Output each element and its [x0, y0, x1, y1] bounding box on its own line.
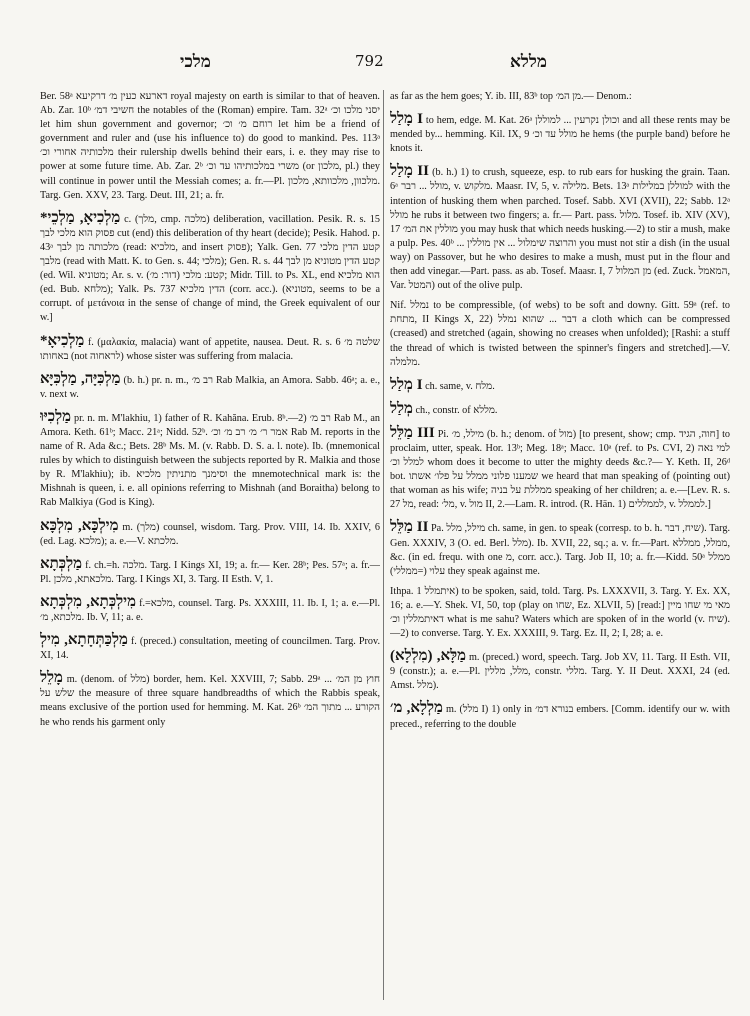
column-divider [383, 90, 384, 1000]
left-guide-word: מלכי [180, 52, 211, 72]
entry-definition: Pa. מילל, מלל ch. same, in gen. to speak (corresp. to b. h. שיח, דבר). Targ. Gen. XXXIV, 3 (O. ed. Berl. מלל). Ib. XVII, 22, sq.; a. v. fr.—Part. ממלל, ממללא, &c. (in ed. frequ. with one מ, corr. acc.). Targ. Job II, 10; a. fr.—Kidd. 50ᵃ ממלל עלוי (=ממללי) they speak against me. [390, 523, 730, 577]
entry-headword: מַלְכַּתְּחָתָא, מִילְ [40, 632, 128, 649]
entry-headword: מְלַל [390, 400, 413, 417]
dictionary-entry [390, 299, 730, 369]
dictionary-entry [40, 631, 380, 663]
entry-headword: מָלַל I [390, 111, 423, 128]
entry-definition: m. (preced.) word, speech. Targ. Job XV, 11. Targ. II Esth. VII, 9 (constr.); a. e.—Pl. מלל, מללין, constr. מללי. Targ. Y. II Deut. XXXI, 24 (ed. Amst. מלל). [390, 652, 730, 692]
entry-headword: מְלַל I [390, 376, 423, 393]
entry-headword: מַלֵּל III [390, 424, 435, 441]
dictionary-entry [390, 376, 730, 394]
right-column [390, 90, 730, 1006]
entry-definition: (b. h.) pr. n. m., רב מ׳ Rab Malkia, an Amora. Sabb. 46ᵃ; a. e., v. next w. [40, 374, 380, 400]
entry-headword: מַלְכִיּוּ [40, 408, 72, 425]
page-number: 792 [355, 52, 384, 70]
entry-definition: c. (מלך, cmp. מלכה) deliberation, vacillation. Pesik. R. s. 15 פסוק הוא מלכי לבך cut (end) this deliberation of thy heart (decide); Pesik. Hahod. p. 43ᵃ מלכותה מן לבך (read: מלכיא, and insert פסוק); Yalk. Gen. 77 קטע הדין מלכי מלבך (read with Matt. K. to Gen. s. 44; מלכי); Gen. R. s. 44 קטע הדין מטוניא מן לבך (ed. Wil. מטוניא; Ar. s. v. קטע: מלכי (דור: מ׳); Midr. Till. to Ps. XL, end הוא מלכיא (ed. Bub. מלחא); Yalk. Ps. 737 הדין מלכיא (corr. acc.). (מטוניא, seems to be a corrupt. of μετάνοια in the sense of change of mind, the Greek equivalent of our w.] [40, 213, 380, 324]
entry-headword: מַלְכְּתָא [40, 555, 83, 572]
entry-definition: m. (מלך) counsel, wisdom. Targ. Prov. VIII, 14. Ib. XXIV, 6 (ed. Lag. מלכא); a. e.—V. מלכתא. [40, 521, 380, 547]
dictionary-entry [40, 517, 380, 549]
entry-definition: to hem, edge. M. Kat. 26ᵃ וכולן נקרעין ... למוללן and all these rents may be mended by... hemming. Kil. IX, 9 מולל עד וכ׳ he hems (the purple band) before he knots it. [390, 115, 730, 155]
entry-definition: f.=מלכא, counsel. Targ. Ps. XXXIII, 11. Ib. I, 1; a. e.—Pl. מלכתא, מ׳. Ib. V, 11; a. e. [40, 597, 380, 623]
entry-definition: as far as the hem goes; Y. ib. III, 83ᵇ top מן המ׳.— Denom.: [390, 91, 632, 102]
dictionary-entry [40, 332, 380, 364]
dictionary-entry [40, 555, 380, 587]
entry-headword: *מַלְכִיאָ, מַלְכֵי [40, 209, 121, 226]
entry-definition: m. (denom. of מלל) border, hem. Kel. XXVIII, 7; Sabb. 29ᵃ חוץ מן המ׳ ... שלש על the measure of three square handbreadths of which the Rabbis speak, means exclusive of the portion used for hemming. M. Kat. 26ᵇ הקורע ... מתוך המ׳ he who rends his garment only [40, 674, 380, 728]
entry-headword: מָלַל II [390, 163, 429, 180]
dictionary-entry [40, 593, 380, 625]
dictionary-entry [390, 424, 730, 513]
right-guide-word: מללא [510, 52, 547, 72]
entry-definition: f. (μαλακία, malacia) want of appetite, nausea. Deut. R. s. 6 שלטה מ׳ באחותו (not לראחוה) whose sister was suffering from malacia. [40, 336, 380, 362]
entry-headword: מַלֵּל II [390, 519, 429, 536]
entry-headword: מָלֵל [40, 670, 63, 687]
entry-headword: מַלְכִּיָּה, מַלְכִּיָּא [40, 370, 121, 387]
entry-headword: מִילְכָּא, מִלְכָּא [40, 517, 119, 534]
entry-definition: f. ch.=h. מלכה. Targ. I Kings XI, 19; a. fr.— Ker. 28ᵇ; Pes. 57ᵃ; a. fr.—Pl. מלכאתא, מלכן. Targ. I Kings XI, 3. Targ. II Esth. V, 1. [40, 559, 380, 585]
dictionary-entry [40, 669, 380, 729]
entry-headword: מִילְכְּתָא, מִלְכְּתָא [40, 593, 137, 610]
entry-definition: (b. h.) 1) to crush, squeeze, esp. to rub ears for husking the grain. Taan. 6ᵃ מולל ... רבר, v. מלקוש. Maasr. IV, 5, v. מלילה. Bets. 13ᵃ למוללן במלילות with the intention of husking them when parched. Tosef. Sabb. XVI (XVII), 22; Sabb. 12ᵃ מולל he rubs it between two fingers; a. fr.— Part. pass. מלול. Tosef. ib. XIV (XV), 17 מוללין את המ׳ you may husk that which needs husking.—2) to stir a mush, make a pulp. Pes. 40ᵇ ... והרוצה שימלול ... אין מוללין you must not stir a dish (in the usual way) on Passover, but he who desires to make a mush, must put in the flour and then add vinegar.—Part. pass. as ab. Tosef. Maasr. I, 7 מן המלול (ed. Zuck. המאמל, Var. המטל) out of the olive pulp. [390, 167, 730, 292]
dictionary-entry [390, 585, 730, 641]
entry-definition: f. (preced.) consultation, meeting of councilmen. Targ. Prov. XI, 14. [40, 636, 380, 662]
dictionary-entry [390, 400, 730, 418]
entry-definition: ch. same, v. מלח. [425, 380, 495, 392]
dictionary-entry [390, 90, 730, 104]
entry-definition: Ber. 58ᵃ דארעא כעין מ׳ דרקיעא royal majesty on earth is similar to that of heaven. Ab. Zar. 10ᵇ חשיבי דמ׳ the notables of the (Roman) empire. Tam. 32ᵃ יסני מלכו וכ׳ let him shun government and governor; רוחם מ׳ וכ׳ let him be a friend of government and ruler and (use his influence to) do good to mankind. Pes. 113ᵃ מלכותיה אחורי וכ׳ their rulership dwells behind their ears, i. e. they may rise to power at some future time. Ab. Zar. 2ᵇ משרי במלכותיהו עד וכ׳ (or מלכון, pl.) they will continue in power until the Messiah comes; a. fr.—Pl. מלכוון, מלכוותא, מלכון. Targ. Gen. XXV, 23. Targ. Deut. III, 21; a. fr. [40, 91, 380, 201]
entry-definition: Nif. נמלל to be compressible, (of webs) to be soft and downy. Gitt. 59ᵃ (ref. to מתחת, II Kings X, 22) דבר ... שהוא נמלל a cloth which can be compressed (creased) and stretched (again, showing no creases when unfolded); [Rashi: a stuff the thread of which is twisted between the spinner's fingers and stretched].—V. מלמלה. [390, 300, 730, 368]
entry-headword: מַלְלָא, מ׳ [390, 700, 443, 717]
entry-definition: Pi. מילל, מ׳ (b. h.; denom. of מול) [to present, show; cmp. חוה, הגיד] to proclaim, utter, speak. Hor. 13ᵇ; Meg. 18ᵃ; Macc. 10ᵃ (ref. to Ps. CVI, 2) למי נאה למלל וכ׳ whom does it become to utter the mighty deeds &c.?— Y. Keth. II, 26ᵈ bot. שמענו פלוני ממלל על פלו׳ אשתו we heard that man speaking of (pointing out) that woman as his wife; ממללת על בניה speaking of her children; a. e.—[Lev. R. s. 27 מל, read: מל׳, v. מול II, 2.—Lam. R. introd. (R. Hän. 1) לממללים, v. לממלל.] [390, 428, 730, 511]
dictionary-entry [390, 518, 730, 578]
running-header [0, 52, 750, 76]
entry-definition: Ithpa. איתמלל 1) to be spoken, said, told. Targ. Ps. LXXXVII, 3. Targ. Y. Ex. XX, 16; a. e.—Y. Shek. VI, 50, top (play on שחו, Ez. XLVII, 5) [read:] מאי מי שחו מיין דאיתמללין וכ׳ what is me sahu? Waters which are spoken of in the world (v. שיח).—2) to converse. Targ. Y. Ex. XXXIII, 9. Targ. Ez. II, 2; I, 28; a. e. [390, 585, 730, 640]
dictionary-entry [390, 699, 730, 731]
dictionary-entry [40, 370, 380, 402]
dictionary-entry [40, 408, 380, 511]
dictionary-entry [390, 162, 730, 293]
dictionary-entry [390, 110, 730, 156]
entry-headword: מַלָּא, (מִלְלָא) [390, 648, 466, 665]
entry-definition: pr. n. m. M'lakhiu, 1) father of R. Kahăna. Erub. 8ᵇ.—2) רב מ׳ Rab M., an Amora. Keth. 61ᵇ; Macc. 21ᵃ; Nidd. 52ᵇ. אמר ר׳ מ׳ רב מ׳ וכ׳ Rab M. reports in the name of R. Ada &c.; Bets. 28ᵇ Ms. M. (v. Rabb. D. S. a. l. note). Ib. (mnemonical rules by which to distinguish between the subjects reported by R. Malkia and those by R. M'lakhiu); ib. וסימנך מתניתין מלכיא the mnemotechnical mark is: the Mishnah is queen, i. e. all opinions referring to Mishnah (and Boraitha) belong to Rab Malkiya (God is King). [40, 412, 380, 509]
entry-definition: ch., constr. of מללא. [415, 404, 498, 416]
left-column [40, 90, 380, 1006]
dictionary-entry [40, 90, 380, 203]
dictionary-entry [390, 647, 730, 693]
dictionary-entry [40, 209, 380, 326]
entry-definition: m. (מלל I) 1) only in בנורא דמ׳ embers. [Comm. identify our w. with preced., referring to the double [390, 704, 730, 730]
entry-headword: *מַלְכִיאָ [40, 332, 85, 349]
